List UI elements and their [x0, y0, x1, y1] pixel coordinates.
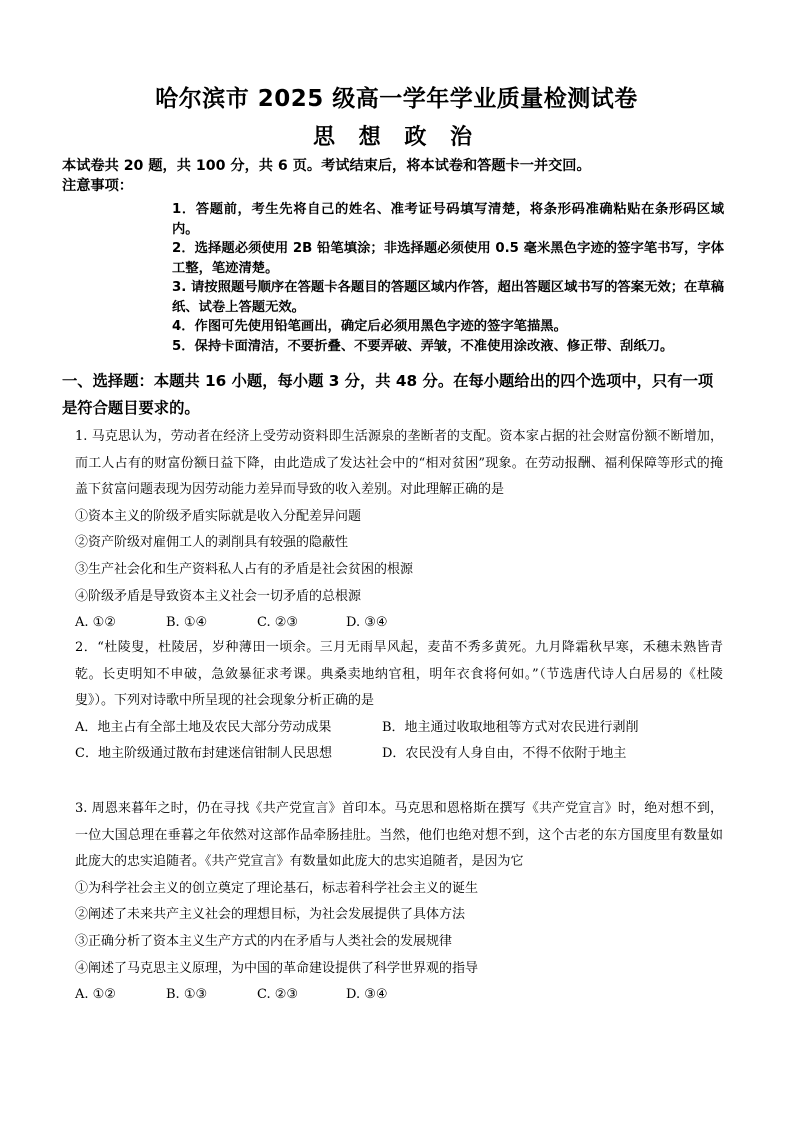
notice-title: 注意事项：	[62, 178, 133, 194]
statement: ①为科学社会主义的创立奠定了理论基石，标志着科学社会主义的诞生	[75, 880, 479, 896]
notice-item: 5．保持卡面清洁，不要折叠、不要弄破、弄皱，不准使用涂改液、修正带、刮纸刀。	[172, 338, 674, 354]
option-c: C．地主阶级通过散布封建迷信钳制人民思想	[75, 746, 332, 762]
option-a: A. ①②	[75, 987, 116, 1003]
answer-options	[75, 610, 723, 637]
question-stem: 2．“杜陵叟，杜陵居，岁种薄田一顷余。三月无雨旱风起，麦苗不秀多黄死。九月降霜秋早寒，禾穗未熟皆青乾。长吏明知不申破，急敛暴征求考课。典桑卖地纳官租，明年衣食将何如。”（节选唐代诗人白居易的《杜陵叟》）。下列对诗歌中所呈现的社会现象分析正确的是	[75, 640, 723, 709]
option-b: B．地主通过收取地租等方式对农民进行剥削	[382, 719, 639, 735]
statement: ②阐述了未来共产主义社会的理想目标，为社会发展提供了具体方法	[75, 907, 466, 923]
option-c: C. ②③	[257, 987, 299, 1003]
statement: ③生产社会化和生产资料私人占有的矛盾是社会贫困的根源	[75, 561, 414, 577]
option-c: C. ②③	[257, 615, 299, 631]
statement: ①资本主义的阶级矛盾实际就是收入分配差异问题	[75, 508, 362, 524]
question-2	[75, 635, 723, 768]
question-3	[75, 796, 723, 1009]
notice-list	[172, 200, 724, 356]
option-d: D. ③④	[346, 615, 388, 631]
option-d: D．农民没有人身自由，不得不依附于地主	[382, 746, 627, 762]
statement: ②资产阶级对雇佣工人的剥削具有较强的隐蔽性	[75, 535, 349, 551]
notice-item: 1．答题前，考生先将自己的姓名、准考证号码填写清楚，将条形码准确粘贴在条形码区域内。	[172, 202, 724, 237]
answer-options-row-2	[75, 741, 723, 768]
answer-options	[75, 982, 723, 1009]
subject-title: 思 想 政 治	[313, 125, 480, 150]
option-a: A. ①②	[75, 615, 116, 631]
notice-item: 3. 请按照题号顺序在答题卡各题目的答题区域内作答，超出答题区域书写的答案无效；在草稿纸、试卷上答题无效。	[172, 280, 724, 315]
exam-summary: 本试卷共 20 题，共 100 分，共 6 页。考试结束后，将本试卷和答题卡一并交回。	[62, 158, 591, 174]
question-stem: 1. 马克思认为，劳动者在经济上受劳动资料即生活源泉的垄断者的支配。资本家占据的社会财富份额不断增加，而工人占有的财富份额日益下降，由此造成了发达社会中的“相对贫困”现象。在劳动报酬、福利保障等形式的掩盖下贫富问题表现为因劳动能力差异而导致的收入差别。对此理解正确的是	[75, 429, 723, 498]
section-heading: 一、选择题：本题共 16 小题，每小题 3 分，共 48 分。在每小题给出的四个选项中，只有一项是符合题目要求的。	[62, 372, 714, 417]
statement: ④阶级矛盾是导致资本主义社会一切矛盾的总根源	[75, 588, 362, 604]
option-b: B. ①③	[166, 987, 208, 1003]
option-d: D. ③④	[346, 987, 388, 1003]
notice-item: 2．选择题必须使用 2B 铅笔填涂；非选择题必须使用 0.5 毫米黑色字迹的签字笔书写，字体工整，笔迹清楚。	[172, 241, 724, 276]
question-stem: 3. 周恩来暮年之时，仍在寻找《共产党宣言》首印本。马克思和恩格斯在撰写《共产党宣言》时，绝对想不到，一位大国总理在垂暮之年依然对这部作品牵肠挂肚。当然，他们也绝对想不到，这个古老的东方国度里有数量如此庞大的忠实追随者。《共产党宣言》有数量如此庞大的忠实追随者，是因为它	[75, 801, 723, 870]
question-1	[75, 424, 723, 637]
statement: ④阐述了马克思主义原理，为中国的革命建设提供了科学世界观的指导	[75, 960, 479, 976]
option-a: A．地主占有全部土地及农民大部分劳动成果	[75, 719, 332, 735]
statement: ③正确分析了资本主义生产方式的内在矛盾与人类社会的发展规律	[75, 933, 453, 949]
option-b: B. ①④	[166, 615, 208, 631]
exam-title: 哈尔滨市 2025 级高一学年学业质量检测试卷	[155, 86, 638, 112]
notice-item: 4．作图可先使用铅笔画出，确定后必须用黑色字迹的签字笔描黑。	[172, 319, 567, 334]
answer-options-row-1	[75, 715, 723, 742]
